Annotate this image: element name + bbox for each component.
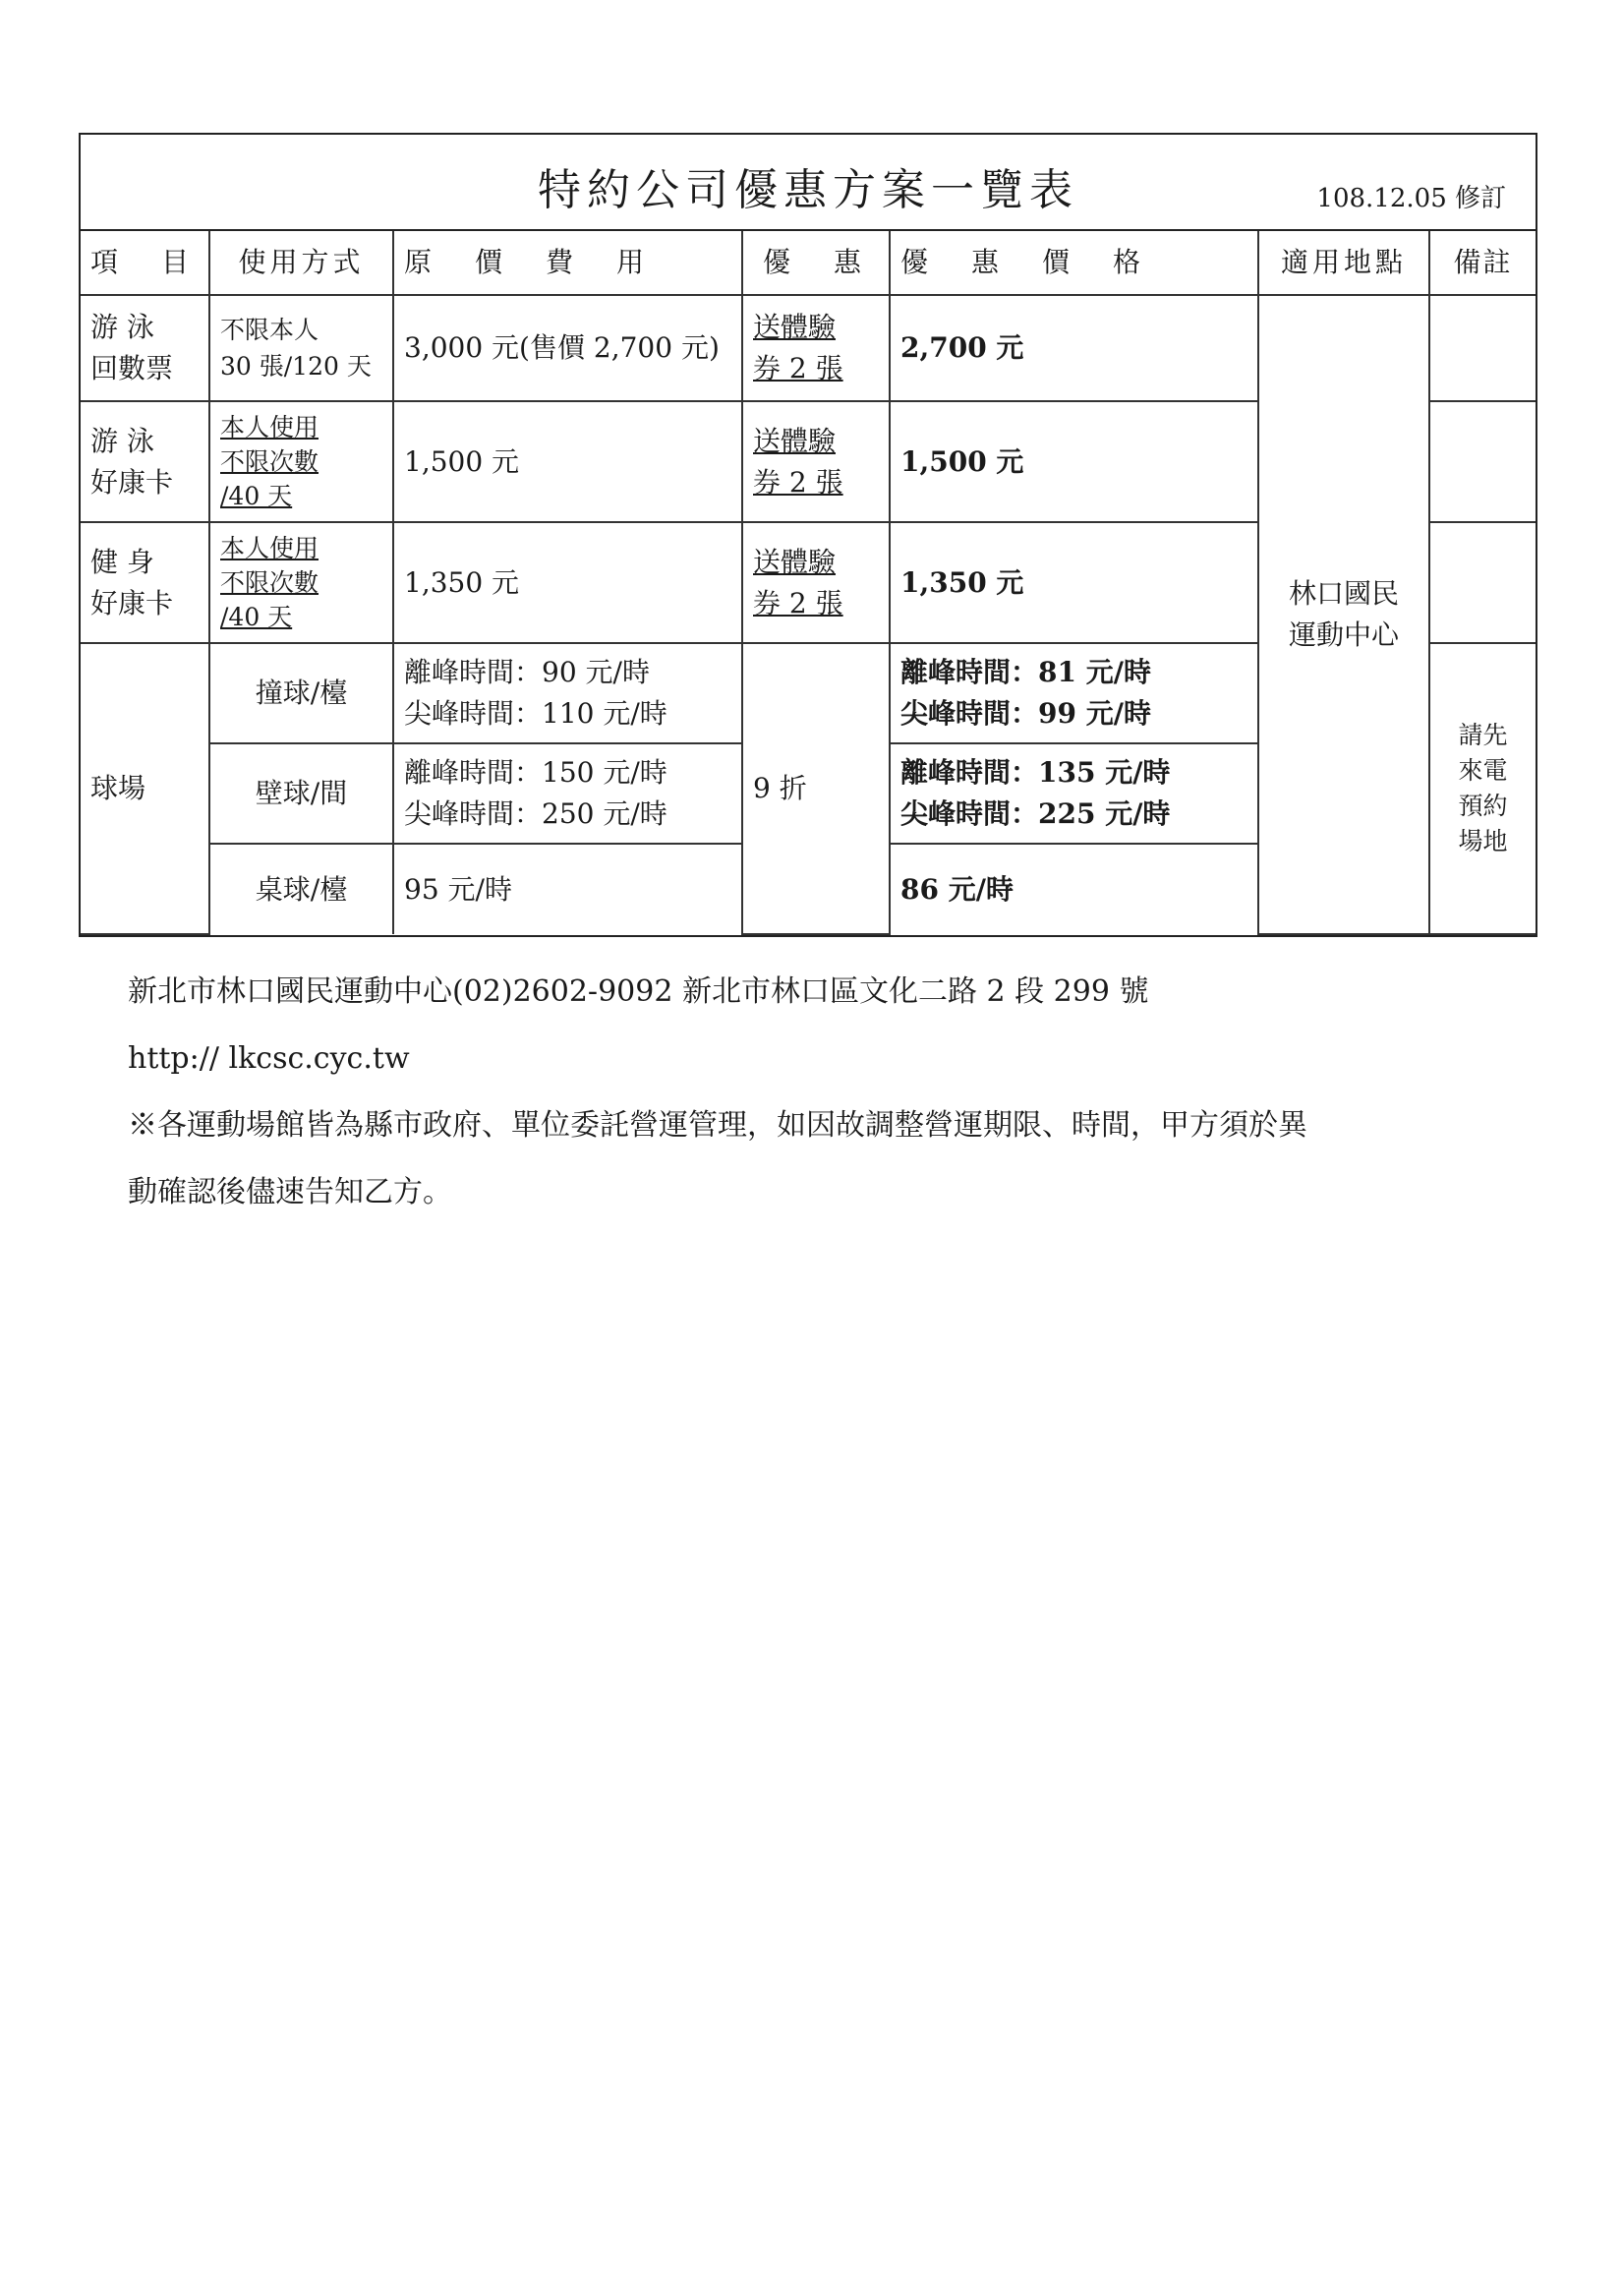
header-location: 適用地點 (1258, 231, 1429, 295)
discount-text: 券 2 張 (753, 352, 843, 384)
item-cell (81, 522, 209, 643)
item-label: 回數票 (90, 352, 174, 384)
offpeak-price: 離峰時間：150 元/時 (404, 756, 667, 789)
original-price-cell (393, 743, 742, 844)
remark-cell (1429, 643, 1536, 934)
usage-text: 不限本人 (220, 315, 319, 344)
item-cell (81, 401, 209, 522)
usage-cell: 桌球/檯 (209, 844, 393, 934)
usage-text: /40 天 (220, 603, 293, 631)
disclaimer-line: 動確認後儘速告知乙方。 (128, 1175, 452, 1209)
usage-text: 不限次數 (220, 568, 319, 597)
original-price-cell: 1,500 元 (393, 401, 742, 522)
peak-discount-price: 尖峰時間：99 元/時 (900, 697, 1151, 730)
item-cell (81, 295, 209, 401)
header-discount: 優 惠 (742, 231, 890, 295)
discount-cell: 9 折 (742, 643, 890, 934)
offpeak-price: 離峰時間：90 元/時 (404, 656, 650, 688)
revision-date: 108.12.05 修訂 (1316, 184, 1506, 213)
usage-cell (209, 295, 393, 401)
header-remark: 備註 (1429, 231, 1536, 295)
usage-cell (209, 522, 393, 643)
website-url: http:// lkcsc.cyc.tw (128, 1041, 410, 1076)
location-text: 林口國民 (1288, 577, 1399, 610)
peak-price: 尖峰時間：250 元/時 (404, 797, 667, 830)
discount-text: 送體驗 (753, 311, 837, 343)
item-label: 好康卡 (90, 586, 174, 619)
discount-cell (742, 295, 890, 401)
original-price-cell: 3,000 元(售價 2,700 元) (393, 295, 742, 401)
contact-info: 新北市林口國民運動中心(02)2602-9092 新北市林口區文化二路 2 段 299 號 (128, 974, 1149, 1009)
header-discount-price: 優 惠 價 格 (890, 231, 1258, 295)
usage-text: 不限次數 (220, 447, 319, 476)
discount-price-cell (890, 643, 1258, 743)
table-header-row (81, 231, 1536, 295)
discount-text: 送體驗 (753, 424, 837, 457)
disclaimer-line: ※各運動場館皆為縣市政府、單位委託營運管理，如因故調整營運期限、時間，甲方須於異 (128, 1108, 1307, 1143)
usage-text: 本人使用 (220, 413, 319, 442)
discount-cell (742, 401, 890, 522)
original-price-cell (393, 643, 742, 743)
peak-discount-price: 尖峰時間：225 元/時 (900, 797, 1171, 830)
remark-cell (1429, 401, 1536, 522)
footer-notes (128, 959, 1524, 1226)
remark-cell (1429, 522, 1536, 643)
original-price-cell: 95 元/時 (393, 844, 742, 934)
remark-text: 請先 (1458, 720, 1508, 749)
usage-text: /40 天 (220, 482, 293, 510)
table-row (81, 295, 1536, 401)
discount-price-cell (890, 743, 1258, 844)
remark-text: 場地 (1458, 827, 1508, 856)
item-label: 游 泳 (90, 424, 154, 457)
offpeak-discount-price: 離峰時間：135 元/時 (900, 756, 1171, 789)
discount-price-cell: 1,350 元 (890, 522, 1258, 643)
title-bar (81, 135, 1536, 231)
discount-price-cell: 2,700 元 (890, 295, 1258, 401)
discount-price-cell: 86 元/時 (890, 844, 1258, 934)
discount-text: 券 2 張 (753, 465, 843, 499)
remark-text: 預約 (1458, 792, 1508, 820)
item-label: 游 泳 (90, 311, 154, 343)
header-item: 項 目 (81, 231, 209, 295)
item-label: 好康卡 (90, 465, 174, 499)
usage-text: 本人使用 (220, 534, 319, 562)
header-usage: 使用方式 (209, 231, 393, 295)
offer-table (81, 231, 1536, 935)
discount-price-cell: 1,500 元 (890, 401, 1258, 522)
original-price-cell: 1,350 元 (393, 522, 742, 643)
header-original-price: 原 價 費 用 (393, 231, 742, 295)
usage-cell: 壁球/間 (209, 743, 393, 844)
item-cell: 球場 (81, 643, 209, 934)
offer-table-sheet (79, 133, 1537, 937)
offpeak-discount-price: 離峰時間：81 元/時 (900, 656, 1151, 688)
discount-text: 券 2 張 (753, 586, 843, 619)
location-cell (1258, 295, 1429, 934)
remark-cell (1429, 295, 1536, 401)
usage-cell (209, 401, 393, 522)
discount-cell (742, 522, 890, 643)
item-label: 健 身 (90, 545, 154, 578)
usage-cell: 撞球/檯 (209, 643, 393, 743)
usage-text: 30 張/120 天 (220, 352, 372, 381)
location-text: 運動中心 (1288, 618, 1399, 651)
page-title: 特約公司優惠方案一覽表 (538, 165, 1078, 215)
peak-price: 尖峰時間：110 元/時 (404, 697, 667, 730)
discount-text: 送體驗 (753, 545, 837, 578)
remark-text: 來電 (1458, 755, 1508, 785)
